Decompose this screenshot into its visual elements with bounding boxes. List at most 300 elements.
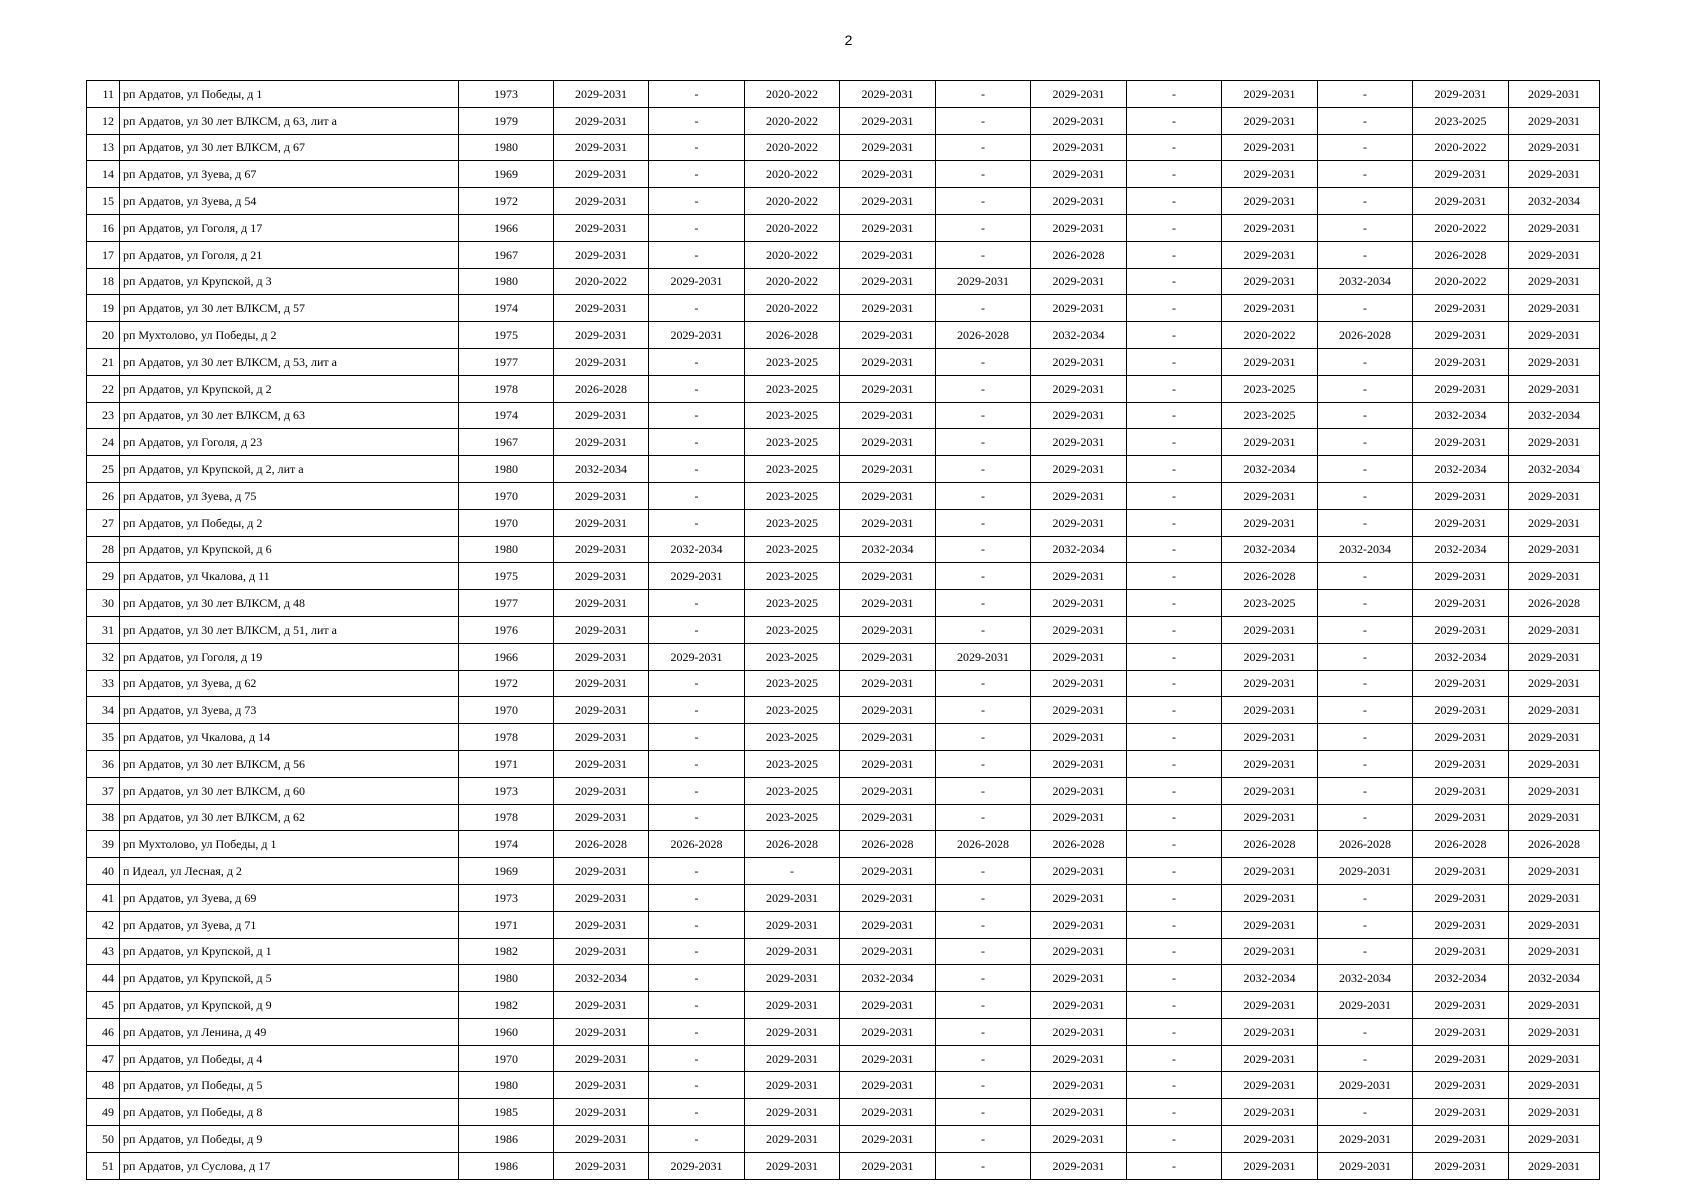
schedule-period-cell: 2032-2034 bbox=[1413, 536, 1509, 563]
address-cell: рп Ардатов, ул Зуева, д 75 bbox=[120, 482, 459, 509]
schedule-period-cell: 2032-2034 bbox=[1509, 188, 1600, 215]
year-built-cell: 1960 bbox=[459, 1018, 554, 1045]
schedule-period-cell: 2029-2031 bbox=[554, 563, 649, 590]
schedule-period-cell: 2023-2025 bbox=[745, 456, 840, 483]
schedule-period-cell: - bbox=[1318, 590, 1413, 617]
row-number-cell: 51 bbox=[87, 1152, 120, 1179]
address-cell: рп Ардатов, ул 30 лет ВЛКСМ, д 48 bbox=[120, 590, 459, 617]
schedule-period-cell: 2029-2031 bbox=[1413, 670, 1509, 697]
schedule-period-cell: - bbox=[649, 911, 745, 938]
address-cell: рп Ардатов, ул Победы, д 8 bbox=[120, 1099, 459, 1126]
schedule-period-cell: 2029-2031 bbox=[1222, 804, 1318, 831]
schedule-period-cell: 2029-2031 bbox=[1222, 938, 1318, 965]
row-number-cell: 21 bbox=[87, 348, 120, 375]
schedule-period-cell: 2029-2031 bbox=[1509, 992, 1600, 1019]
schedule-period-cell: - bbox=[649, 107, 745, 134]
schedule-period-cell: 2029-2031 bbox=[554, 1018, 649, 1045]
schedule-period-cell: 2029-2031 bbox=[1413, 1072, 1509, 1099]
year-built-cell: 1985 bbox=[459, 1099, 554, 1126]
schedule-period-cell: 2029-2031 bbox=[1318, 1152, 1413, 1179]
year-built-cell: 1980 bbox=[459, 456, 554, 483]
address-cell: рп Ардатов, ул 30 лет ВЛКСМ, д 51, лит а bbox=[120, 616, 459, 643]
schedule-period-cell: 2032-2034 bbox=[649, 536, 745, 563]
schedule-period-cell: 2029-2031 bbox=[1509, 81, 1600, 108]
schedule-period-cell: 2029-2031 bbox=[1222, 1018, 1318, 1045]
schedule-period-cell: 2026-2028 bbox=[1509, 831, 1600, 858]
year-built-cell: 1967 bbox=[459, 429, 554, 456]
schedule-period-cell: 2029-2031 bbox=[1509, 1018, 1600, 1045]
schedule-period-cell: 2029-2031 bbox=[554, 777, 649, 804]
schedule-period-cell: - bbox=[936, 134, 1031, 161]
schedule-period-cell: 2029-2031 bbox=[1222, 429, 1318, 456]
schedule-period-cell: 2029-2031 bbox=[840, 750, 936, 777]
schedule-period-cell: - bbox=[1127, 590, 1222, 617]
schedule-period-cell: 2029-2031 bbox=[554, 214, 649, 241]
schedule-period-cell: 2029-2031 bbox=[554, 1152, 649, 1179]
address-cell: рп Ардатов, ул Суслова, д 17 bbox=[120, 1152, 459, 1179]
schedule-period-cell: - bbox=[1127, 563, 1222, 590]
schedule-period-cell: - bbox=[1318, 884, 1413, 911]
schedule-period-cell: 2029-2031 bbox=[840, 1152, 936, 1179]
schedule-period-cell: - bbox=[1127, 241, 1222, 268]
schedule-period-cell: 2029-2031 bbox=[840, 1072, 936, 1099]
schedule-period-cell: 2029-2031 bbox=[1031, 214, 1127, 241]
row-number-cell: 50 bbox=[87, 1126, 120, 1153]
table-row bbox=[87, 456, 1600, 483]
schedule-period-cell: 2023-2025 bbox=[745, 402, 840, 429]
year-built-cell: 1986 bbox=[459, 1126, 554, 1153]
schedule-period-cell: - bbox=[1127, 295, 1222, 322]
schedule-period-cell: - bbox=[1318, 134, 1413, 161]
schedule-period-cell: 2029-2031 bbox=[840, 992, 936, 1019]
schedule-period-cell: - bbox=[1127, 188, 1222, 215]
table-row bbox=[87, 804, 1600, 831]
schedule-period-cell: 2023-2025 bbox=[1222, 402, 1318, 429]
row-number-cell: 29 bbox=[87, 563, 120, 590]
schedule-period-cell: 2026-2028 bbox=[649, 831, 745, 858]
schedule-period-cell: - bbox=[1127, 670, 1222, 697]
schedule-period-cell: 2029-2031 bbox=[554, 1099, 649, 1126]
year-built-cell: 1982 bbox=[459, 938, 554, 965]
schedule-period-cell: 2029-2031 bbox=[1509, 563, 1600, 590]
table-row bbox=[87, 884, 1600, 911]
schedule-period-cell: 2029-2031 bbox=[1031, 429, 1127, 456]
schedule-period-cell: - bbox=[1127, 1072, 1222, 1099]
schedule-period-cell: - bbox=[649, 134, 745, 161]
table-row bbox=[87, 295, 1600, 322]
schedule-period-cell: 2029-2031 bbox=[936, 643, 1031, 670]
schedule-period-cell: 2029-2031 bbox=[1031, 750, 1127, 777]
schedule-period-cell: 2029-2031 bbox=[1222, 697, 1318, 724]
schedule-period-cell: 2029-2031 bbox=[1222, 884, 1318, 911]
schedule-period-cell: 2029-2031 bbox=[1031, 724, 1127, 751]
year-built-cell: 1978 bbox=[459, 375, 554, 402]
schedule-period-cell: 2032-2034 bbox=[840, 536, 936, 563]
schedule-period-cell: - bbox=[649, 402, 745, 429]
schedule-period-cell: 2029-2031 bbox=[554, 804, 649, 831]
schedule-period-cell: 2029-2031 bbox=[1031, 107, 1127, 134]
schedule-period-cell: 2029-2031 bbox=[840, 777, 936, 804]
schedule-period-cell: 2029-2031 bbox=[554, 643, 649, 670]
schedule-period-cell: 2029-2031 bbox=[554, 295, 649, 322]
schedule-period-cell: - bbox=[936, 402, 1031, 429]
address-cell: рп Ардатов, ул Крупской, д 6 bbox=[120, 536, 459, 563]
address-cell: рп Ардатов, ул Чкалова, д 11 bbox=[120, 563, 459, 590]
schedule-period-cell: - bbox=[1318, 1099, 1413, 1126]
row-number-cell: 27 bbox=[87, 509, 120, 536]
row-number-cell: 49 bbox=[87, 1099, 120, 1126]
schedule-period-cell: 2029-2031 bbox=[649, 322, 745, 349]
schedule-period-cell: 2029-2031 bbox=[1509, 884, 1600, 911]
schedule-period-cell: - bbox=[1318, 295, 1413, 322]
schedule-period-cell: - bbox=[1318, 241, 1413, 268]
schedule-period-cell: - bbox=[1127, 429, 1222, 456]
schedule-period-cell: 2029-2031 bbox=[1413, 348, 1509, 375]
schedule-period-cell: 2029-2031 bbox=[840, 563, 936, 590]
schedule-period-cell: 2020-2022 bbox=[745, 81, 840, 108]
schedule-period-cell: - bbox=[649, 1126, 745, 1153]
schedule-period-cell: - bbox=[1127, 697, 1222, 724]
schedule-period-cell: 2029-2031 bbox=[1031, 643, 1127, 670]
row-number-cell: 40 bbox=[87, 858, 120, 885]
schedule-period-cell: 2029-2031 bbox=[745, 1152, 840, 1179]
schedule-period-cell: 2029-2031 bbox=[1031, 777, 1127, 804]
schedule-period-cell: 2029-2031 bbox=[1509, 724, 1600, 751]
schedule-period-cell: 2029-2031 bbox=[1222, 241, 1318, 268]
schedule-period-cell: 2029-2031 bbox=[554, 188, 649, 215]
schedule-period-cell: - bbox=[1318, 188, 1413, 215]
schedule-period-cell: 2029-2031 bbox=[1509, 750, 1600, 777]
schedule-period-cell: 2029-2031 bbox=[554, 670, 649, 697]
schedule-period-cell: - bbox=[649, 777, 745, 804]
table-row bbox=[87, 670, 1600, 697]
schedule-period-cell: - bbox=[649, 804, 745, 831]
schedule-period-cell: 2029-2031 bbox=[1413, 616, 1509, 643]
row-number-cell: 36 bbox=[87, 750, 120, 777]
table-row bbox=[87, 241, 1600, 268]
schedule-period-cell: - bbox=[649, 938, 745, 965]
row-number-cell: 16 bbox=[87, 214, 120, 241]
schedule-period-cell: - bbox=[649, 1099, 745, 1126]
address-cell: рп Ардатов, ул Гоголя, д 17 bbox=[120, 214, 459, 241]
schedule-period-cell: 2029-2031 bbox=[1413, 482, 1509, 509]
schedule-period-cell: 2023-2025 bbox=[745, 724, 840, 751]
schedule-period-cell: 2029-2031 bbox=[745, 884, 840, 911]
schedule-period-cell: 2029-2031 bbox=[554, 402, 649, 429]
schedule-period-cell: 2029-2031 bbox=[554, 1072, 649, 1099]
schedule-period-cell: 2029-2031 bbox=[840, 81, 936, 108]
schedule-period-cell: - bbox=[1127, 1045, 1222, 1072]
schedule-period-cell: - bbox=[1127, 134, 1222, 161]
schedule-period-cell: - bbox=[936, 965, 1031, 992]
address-cell: рп Ардатов, ул Гоголя, д 19 bbox=[120, 643, 459, 670]
schedule-period-cell: - bbox=[936, 858, 1031, 885]
schedule-period-cell: - bbox=[936, 1018, 1031, 1045]
schedule-period-cell: - bbox=[936, 750, 1031, 777]
schedule-period-cell: 2029-2031 bbox=[1031, 268, 1127, 295]
schedule-period-cell: 2029-2031 bbox=[554, 241, 649, 268]
schedule-period-cell: 2029-2031 bbox=[840, 456, 936, 483]
year-built-cell: 1970 bbox=[459, 1045, 554, 1072]
schedule-period-cell: 2029-2031 bbox=[1509, 322, 1600, 349]
table-row bbox=[87, 161, 1600, 188]
schedule-period-cell: - bbox=[936, 884, 1031, 911]
year-built-cell: 1973 bbox=[459, 884, 554, 911]
schedule-period-cell: - bbox=[1127, 402, 1222, 429]
schedule-period-cell: 2029-2031 bbox=[840, 1018, 936, 1045]
address-cell: рп Ардатов, ул Крупской, д 1 bbox=[120, 938, 459, 965]
schedule-period-cell: - bbox=[936, 429, 1031, 456]
schedule-period-cell: - bbox=[1318, 375, 1413, 402]
schedule-period-cell: 2029-2031 bbox=[1509, 241, 1600, 268]
year-built-cell: 1971 bbox=[459, 750, 554, 777]
row-number-cell: 15 bbox=[87, 188, 120, 215]
row-number-cell: 37 bbox=[87, 777, 120, 804]
schedule-period-cell: - bbox=[1127, 643, 1222, 670]
schedule-period-cell: 2029-2031 bbox=[1222, 1072, 1318, 1099]
schedule-period-cell: - bbox=[1127, 214, 1222, 241]
schedule-period-cell: 2026-2028 bbox=[1318, 322, 1413, 349]
schedule-period-cell: 2029-2031 bbox=[554, 992, 649, 1019]
schedule-period-cell: 2026-2028 bbox=[554, 375, 649, 402]
schedule-period-cell: 2029-2031 bbox=[1222, 992, 1318, 1019]
table-row bbox=[87, 81, 1600, 108]
schedule-period-cell: 2029-2031 bbox=[1031, 965, 1127, 992]
schedule-period-cell: - bbox=[1318, 107, 1413, 134]
schedule-period-cell: 2029-2031 bbox=[840, 402, 936, 429]
schedule-period-cell: 2023-2025 bbox=[1222, 590, 1318, 617]
row-number-cell: 38 bbox=[87, 804, 120, 831]
schedule-period-cell: 2026-2028 bbox=[554, 831, 649, 858]
schedule-period-cell: - bbox=[936, 348, 1031, 375]
schedule-period-cell: 2029-2031 bbox=[1222, 643, 1318, 670]
schedule-period-cell: 2023-2025 bbox=[745, 697, 840, 724]
schedule-period-cell: 2029-2031 bbox=[840, 188, 936, 215]
schedule-period-cell: - bbox=[1127, 536, 1222, 563]
schedule-period-cell: 2029-2031 bbox=[840, 884, 936, 911]
schedule-period-cell: - bbox=[1318, 1018, 1413, 1045]
schedule-period-cell: 2029-2031 bbox=[1031, 563, 1127, 590]
schedule-period-cell: 2026-2028 bbox=[1222, 563, 1318, 590]
schedule-period-cell: 2029-2031 bbox=[1509, 348, 1600, 375]
schedule-period-cell: - bbox=[649, 241, 745, 268]
schedule-period-cell: 2032-2034 bbox=[1413, 402, 1509, 429]
year-built-cell: 1974 bbox=[459, 295, 554, 322]
year-built-cell: 1972 bbox=[459, 670, 554, 697]
schedule-period-cell: 2023-2025 bbox=[1413, 107, 1509, 134]
schedule-period-cell: - bbox=[936, 590, 1031, 617]
schedule-period-cell: 2029-2031 bbox=[1413, 697, 1509, 724]
schedule-period-cell: 2029-2031 bbox=[1031, 697, 1127, 724]
year-built-cell: 1969 bbox=[459, 858, 554, 885]
schedule-period-cell: 2029-2031 bbox=[1509, 268, 1600, 295]
schedule-period-cell: 2023-2025 bbox=[745, 804, 840, 831]
address-cell: рп Ардатов, ул Крупской, д 5 bbox=[120, 965, 459, 992]
schedule-period-cell: 2029-2031 bbox=[1031, 670, 1127, 697]
schedule-period-cell: - bbox=[1127, 938, 1222, 965]
schedule-period-cell: 2029-2031 bbox=[554, 161, 649, 188]
schedule-period-cell: - bbox=[1127, 831, 1222, 858]
schedule-period-cell: - bbox=[649, 214, 745, 241]
schedule-period-cell: 2029-2031 bbox=[840, 348, 936, 375]
schedule-period-cell: - bbox=[1127, 375, 1222, 402]
year-built-cell: 1975 bbox=[459, 322, 554, 349]
schedule-period-cell: - bbox=[936, 1099, 1031, 1126]
schedule-period-cell: 2029-2031 bbox=[1413, 81, 1509, 108]
schedule-period-cell: 2029-2031 bbox=[1413, 777, 1509, 804]
table-row bbox=[87, 1045, 1600, 1072]
schedule-period-cell: 2020-2022 bbox=[745, 134, 840, 161]
year-built-cell: 1973 bbox=[459, 81, 554, 108]
schedule-period-cell: - bbox=[1127, 81, 1222, 108]
schedule-period-cell: - bbox=[1318, 563, 1413, 590]
schedule-period-cell: - bbox=[649, 375, 745, 402]
schedule-period-cell: 2029-2031 bbox=[554, 884, 649, 911]
schedule-period-cell: 2029-2031 bbox=[1031, 402, 1127, 429]
schedule-period-cell: - bbox=[1318, 429, 1413, 456]
schedule-period-cell: - bbox=[1318, 1045, 1413, 1072]
schedule-period-cell: 2029-2031 bbox=[1222, 134, 1318, 161]
address-cell: рп Мухтолово, ул Победы, д 2 bbox=[120, 322, 459, 349]
schedule-period-cell: - bbox=[649, 670, 745, 697]
table-row bbox=[87, 616, 1600, 643]
schedule-period-cell: 2032-2034 bbox=[1222, 965, 1318, 992]
schedule-period-cell: 2029-2031 bbox=[1222, 777, 1318, 804]
address-cell: рп Ардатов, ул Крупской, д 2, лит а bbox=[120, 456, 459, 483]
schedule-period-cell: 2029-2031 bbox=[1318, 1126, 1413, 1153]
schedule-period-cell: 2029-2031 bbox=[1509, 482, 1600, 509]
schedule-period-cell: 2029-2031 bbox=[1222, 482, 1318, 509]
schedule-period-cell: 2029-2031 bbox=[554, 536, 649, 563]
repair-schedule-table bbox=[86, 80, 1600, 1180]
address-cell: рп Ардатов, ул Чкалова, д 14 bbox=[120, 724, 459, 751]
schedule-period-cell: 2029-2031 bbox=[554, 482, 649, 509]
table-row bbox=[87, 268, 1600, 295]
schedule-period-cell: 2029-2031 bbox=[1222, 1099, 1318, 1126]
schedule-period-cell: - bbox=[1318, 456, 1413, 483]
schedule-period-cell: 2029-2031 bbox=[1031, 134, 1127, 161]
row-number-cell: 48 bbox=[87, 1072, 120, 1099]
schedule-period-cell: 2023-2025 bbox=[745, 375, 840, 402]
schedule-period-cell: 2029-2031 bbox=[1222, 214, 1318, 241]
schedule-period-cell: 2032-2034 bbox=[1413, 456, 1509, 483]
schedule-period-cell: 2029-2031 bbox=[554, 697, 649, 724]
year-built-cell: 1972 bbox=[459, 188, 554, 215]
schedule-period-cell: - bbox=[1318, 804, 1413, 831]
schedule-period-cell: - bbox=[649, 858, 745, 885]
year-built-cell: 1980 bbox=[459, 965, 554, 992]
schedule-period-cell: 2029-2031 bbox=[1222, 1045, 1318, 1072]
table-row bbox=[87, 965, 1600, 992]
schedule-period-cell: 2029-2031 bbox=[1413, 590, 1509, 617]
schedule-period-cell: 2029-2031 bbox=[1509, 536, 1600, 563]
schedule-period-cell: 2023-2025 bbox=[745, 616, 840, 643]
schedule-period-cell: - bbox=[649, 188, 745, 215]
schedule-period-cell: 2020-2022 bbox=[1222, 322, 1318, 349]
schedule-period-cell: - bbox=[1318, 750, 1413, 777]
year-built-cell: 1969 bbox=[459, 161, 554, 188]
schedule-period-cell: - bbox=[1318, 348, 1413, 375]
schedule-period-cell: 2029-2031 bbox=[840, 268, 936, 295]
schedule-period-cell: 2032-2034 bbox=[1318, 268, 1413, 295]
row-number-cell: 31 bbox=[87, 616, 120, 643]
schedule-period-cell: 2029-2031 bbox=[1222, 616, 1318, 643]
schedule-period-cell: 2026-2028 bbox=[1222, 831, 1318, 858]
schedule-period-cell: 2029-2031 bbox=[1222, 911, 1318, 938]
year-built-cell: 1979 bbox=[459, 107, 554, 134]
table-row bbox=[87, 1099, 1600, 1126]
schedule-period-cell: 2029-2031 bbox=[1222, 348, 1318, 375]
schedule-period-cell: 2029-2031 bbox=[1222, 509, 1318, 536]
schedule-period-cell: 2026-2028 bbox=[1509, 590, 1600, 617]
schedule-period-cell: 2029-2031 bbox=[1222, 81, 1318, 108]
schedule-period-cell: - bbox=[649, 750, 745, 777]
schedule-period-cell: 2029-2031 bbox=[1413, 1099, 1509, 1126]
address-cell: рп Ардатов, ул Гоголя, д 21 bbox=[120, 241, 459, 268]
table-row bbox=[87, 938, 1600, 965]
schedule-period-cell: 2029-2031 bbox=[1318, 992, 1413, 1019]
schedule-period-cell: 2029-2031 bbox=[1509, 214, 1600, 241]
table-row bbox=[87, 831, 1600, 858]
schedule-period-cell: 2029-2031 bbox=[1031, 938, 1127, 965]
schedule-period-cell: 2029-2031 bbox=[745, 1072, 840, 1099]
address-cell: рп Ардатов, ул Победы, д 4 bbox=[120, 1045, 459, 1072]
schedule-period-cell: 2029-2031 bbox=[554, 429, 649, 456]
schedule-period-cell: 2020-2022 bbox=[745, 161, 840, 188]
schedule-period-cell: 2029-2031 bbox=[1413, 295, 1509, 322]
schedule-period-cell: 2029-2031 bbox=[1222, 1152, 1318, 1179]
schedule-period-cell: - bbox=[1318, 938, 1413, 965]
schedule-period-cell: 2032-2034 bbox=[1318, 536, 1413, 563]
table-row bbox=[87, 429, 1600, 456]
schedule-period-cell: 2029-2031 bbox=[1509, 777, 1600, 804]
table-row bbox=[87, 188, 1600, 215]
schedule-period-cell: - bbox=[745, 858, 840, 885]
schedule-period-cell: 2029-2031 bbox=[745, 992, 840, 1019]
schedule-period-cell: 2029-2031 bbox=[1509, 375, 1600, 402]
year-built-cell: 1976 bbox=[459, 616, 554, 643]
table-row bbox=[87, 107, 1600, 134]
year-built-cell: 1971 bbox=[459, 911, 554, 938]
schedule-period-cell: 2029-2031 bbox=[649, 268, 745, 295]
schedule-period-cell: 2029-2031 bbox=[1031, 616, 1127, 643]
schedule-period-cell: 2029-2031 bbox=[840, 911, 936, 938]
schedule-period-cell: - bbox=[1127, 911, 1222, 938]
page-number: 2 bbox=[844, 32, 853, 48]
schedule-period-cell: 2020-2022 bbox=[1413, 134, 1509, 161]
row-number-cell: 41 bbox=[87, 884, 120, 911]
row-number-cell: 14 bbox=[87, 161, 120, 188]
schedule-period-cell: - bbox=[649, 81, 745, 108]
address-cell: рп Ардатов, ул 30 лет ВЛКСМ, д 62 bbox=[120, 804, 459, 831]
schedule-period-cell: - bbox=[1318, 724, 1413, 751]
schedule-period-cell: - bbox=[1318, 911, 1413, 938]
schedule-period-cell: 2029-2031 bbox=[554, 590, 649, 617]
schedule-period-cell: - bbox=[936, 697, 1031, 724]
schedule-period-cell: 2023-2025 bbox=[745, 777, 840, 804]
row-number-cell: 28 bbox=[87, 536, 120, 563]
row-number-cell: 47 bbox=[87, 1045, 120, 1072]
table-row bbox=[87, 911, 1600, 938]
schedule-period-cell: 2029-2031 bbox=[1509, 858, 1600, 885]
schedule-period-cell: 2029-2031 bbox=[554, 938, 649, 965]
schedule-period-cell: 2029-2031 bbox=[1509, 616, 1600, 643]
schedule-period-cell: 2029-2031 bbox=[1031, 295, 1127, 322]
schedule-period-cell: - bbox=[936, 509, 1031, 536]
schedule-period-cell: - bbox=[1127, 1152, 1222, 1179]
row-number-cell: 39 bbox=[87, 831, 120, 858]
address-cell: рп Ардатов, ул Гоголя, д 23 bbox=[120, 429, 459, 456]
